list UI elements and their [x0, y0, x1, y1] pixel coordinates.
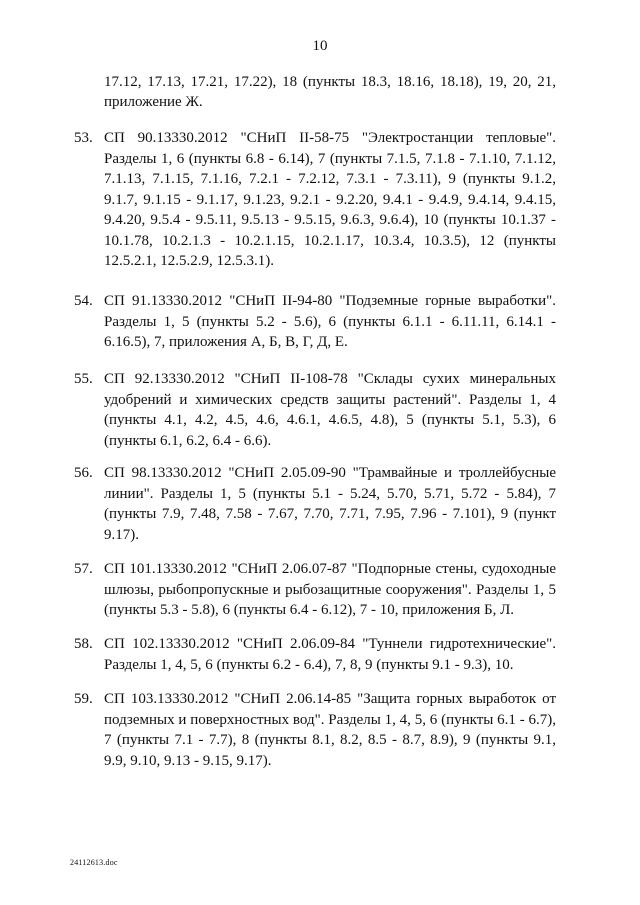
list-item-number: 58.: [74, 636, 93, 652]
continuation-paragraph: 17.12, 17.13, 17.21, 17.22), 18 (пункты 18.3, 18.16, 18.18), 19, 20, 21, приложение Ж.: [104, 74, 556, 110]
list-item-number: 55.: [74, 371, 93, 387]
footer-filename: 24112613.doc: [70, 858, 118, 867]
list-item-text: СП 92.13330.2012 "СНиП II-108-78 "Склады сухих минеральных удобрений и химических средств защиты растений". Разделы 1, 4 (пункты 4.1, 4.2, 4.5, 4.6, 4.6.1, 4.6.5, 4.8), 5 (пункты 5.1, 5.3), 6 (пункты 6.1, 6.2, 6.4 - 6.6).: [104, 371, 556, 449]
list-item-54: [74, 291, 556, 353]
list-item-number: 56.: [74, 465, 93, 481]
list-item-number: 53.: [74, 130, 93, 146]
list-item-text: СП 102.13330.2012 "СНиП 2.06.09-84 "Туннели гидротехнические". Разделы 1, 4, 5, 6 (пункты 6.2 - 6.4), 7, 8, 9 (пункты 9.1 - 9.3), 10.: [104, 636, 556, 673]
list-item-56: [74, 463, 556, 545]
list-item-55: [74, 369, 556, 451]
list-item-text: СП 101.13330.2012 "СНиП 2.06.07-87 "Подпорные стены, судоходные шлюзы, рыбопропускные и рыбозащитные сооружения". Разделы 1, 5 (пункты 5.3 - 5.8), 6 (пункты 6.4 - 6.12), 7 - 10, приложения Б, Л.: [104, 561, 556, 618]
list-item-number: 54.: [74, 293, 93, 309]
list-item-53: [74, 128, 556, 272]
list-item-58: [74, 634, 556, 675]
list-item-text: СП 98.13330.2012 "СНиП 2.05.09-90 "Трамвайные и троллейбусные линии". Разделы 1, 5 (пункты 5.1 - 5.24, 5.70, 5.71, 5.72 - 5.84), 7 (пункты 7.9, 7.48, 7.58 - 7.67, 7.70, 7.71, 7.95, 7.96 - 7.101), 9 (пункт 9.17).: [104, 465, 556, 543]
list-item-text: СП 103.13330.2012 "СНиП 2.06.14-85 "Защита горных выработок от подземных и поверхностных вод". Разделы 1, 4, 5, 6 (пункты 6.1 - 6.7), 7 (пункты 7.1 - 7.7), 8 (пункты 8.1, 8.2, 8.5 - 8.7, 8.9), 9 (пункты 9.1, 9.9, 9.10, 9.13 - 9.15, 9.17).: [104, 691, 556, 769]
list-item-59: [74, 689, 556, 771]
list-item-text: СП 90.13330.2012 "СНиП II-58-75 "Электростанции тепловые". Разделы 1, 6 (пункты 6.8 - 6.14), 7 (пункты 7.1.5, 7.1.8 - 7.1.10, 7.1.12, 7.1.13, 7.1.15, 7.1.16, 7.2.1 - 7.2.12, 7.3.1 - 7.3.11), 9 (пункты 9.1.2, 9.1.7, 9.1.15 - 9.1.17, 9.1.23, 9.2.1 - 9.2.20, 9.4.1 - 9.4.9, 9.4.14, 9.4.15, 9.4.20, 9.5.4 - 9.5.11, 9.5.13 - 9.5.15, 9.6.3, 9.6.4), 10 (пункты 10.1.37 - 10.1.78, 10.2.1.3 - 10.2.1.15, 10.2.1.17, 10.3.4, 10.3.5), 12 (пункты 12.5.2.1, 12.5.2.9, 12.5.3.1).: [104, 130, 556, 269]
list-item-text: СП 91.13330.2012 "СНиП II-94-80 "Подземные горные выработки". Разделы 1, 5 (пункты 5.2 - 5.6), 6 (пункты 6.1.1 - 6.11.11, 6.14.1 - 6.16.5), 7, приложения А, Б, В, Г, Д, Е.: [104, 293, 556, 350]
list-item-number: 57.: [74, 561, 93, 577]
page-number: 10: [312, 38, 328, 54]
list-item-number: 59.: [74, 691, 93, 707]
list-item-57: [74, 559, 556, 621]
